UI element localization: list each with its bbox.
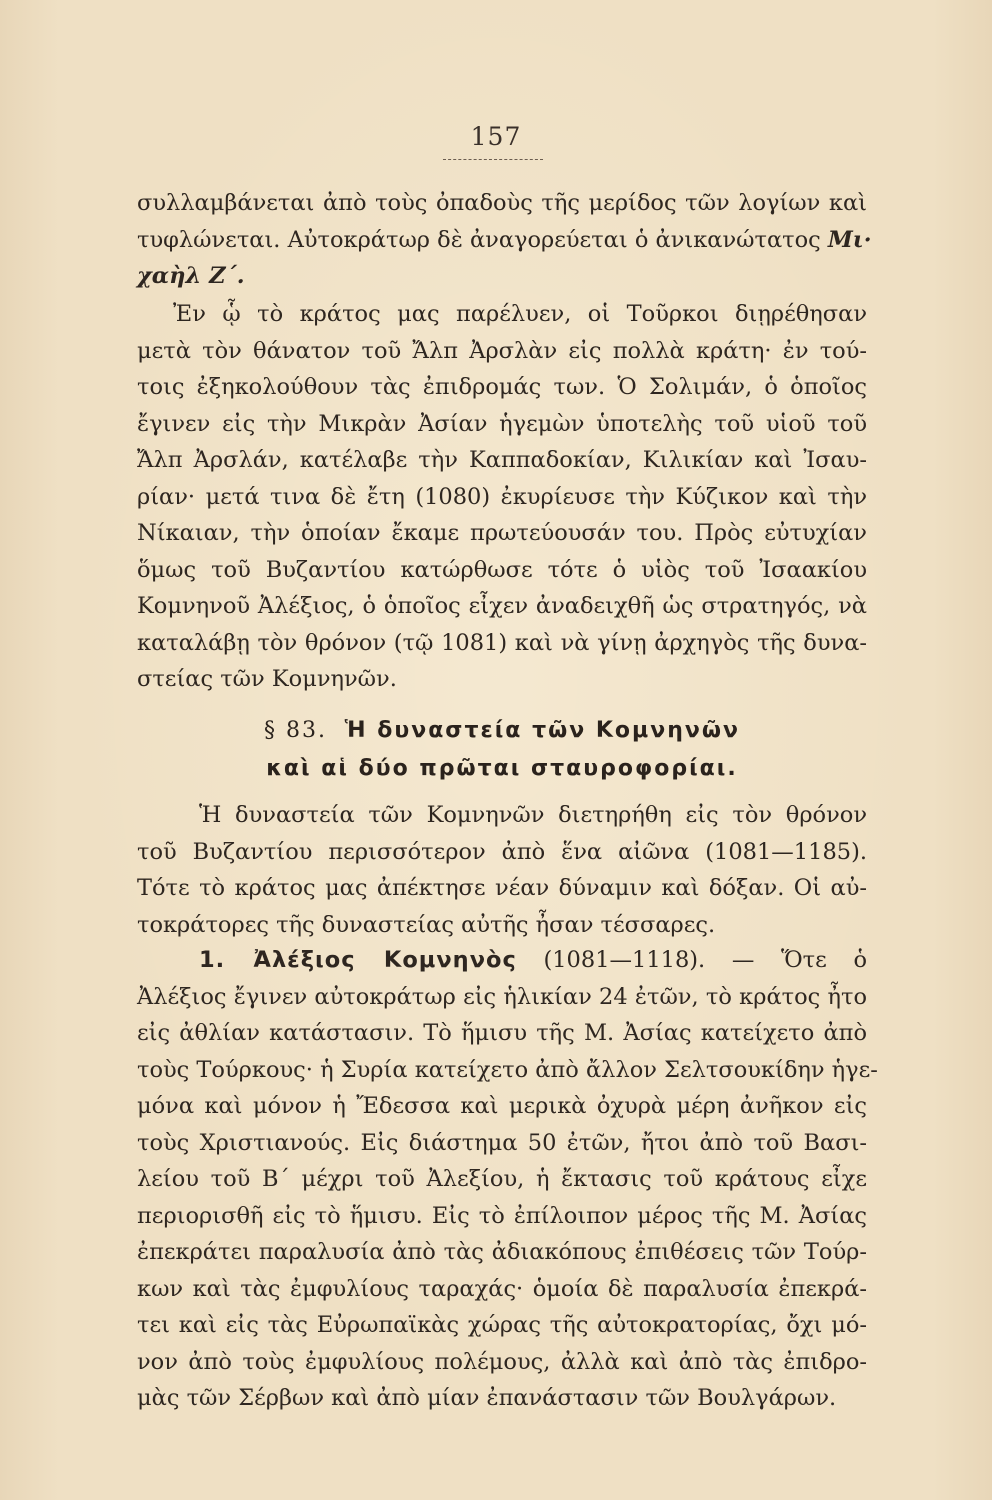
text-line: Ἄλπ Ἀρσλάν, κατέλαβε τὴν Καππαδοκίαν, Κιλικίαν καὶ Ἰσαυ- bbox=[137, 447, 867, 473]
text-line: μὰς τῶν Σέρβων καὶ ἀπὸ μίαν ἐπανάστασιν τῶν Βουλγάρων. bbox=[137, 1385, 837, 1411]
text-line: τοὺς Τούρκους· ἡ Συρία κατείχετο ἀπὸ ἄλλον Σελτσουκίδην ἡγε- bbox=[137, 1056, 878, 1083]
page-number: 157 bbox=[470, 122, 522, 151]
text-line: λείου τοῦ Β΄ μέχρι τοῦ Ἀλεξίου, ἡ ἔκτασις τοῦ κράτους εἶχε bbox=[137, 1166, 867, 1192]
section-heading-line-1 bbox=[137, 712, 867, 750]
text-line: μετὰ τὸν θάνατον τοῦ Ἄλπ Ἀρσλὰν εἰς πολλὰ κράτη· ἐν τού- bbox=[137, 337, 867, 364]
text-line: ἔγινεν εἰς τὴν Μικρὰν Ἀσίαν ἡγεμὼν ὑποτελὴς τοῦ υἱοῦ τοῦ bbox=[137, 410, 867, 437]
paragraph-2 bbox=[137, 296, 867, 698]
text-line bbox=[137, 942, 867, 979]
text-line: ρίαν· μετά τινα δὲ ἔτη (1080) ἐκυρίευσε τὴν Κύζικον καὶ τὴν bbox=[137, 483, 867, 510]
text-line: τοκράτορες τῆς δυναστείας αὐτῆς ἦσαν τέσσαρες. bbox=[137, 911, 716, 938]
text-line: εἰς ἀθλίαν κατάστασιν. Τὸ ἥμισυ τῆς Μ. Ἀσίας κατείχετο ἀπὸ bbox=[137, 1020, 867, 1046]
text-line: Ἐν ᾧ τὸ κράτος μας παρέλυεν, οἱ Τοῦρκοι διῃρέθησαν bbox=[173, 301, 867, 327]
paragraph-1 bbox=[137, 185, 872, 295]
text-line: περιορισθῆ εἰς τὸ ἥμισυ. Εἰς τὸ ἐπίλοιπον μέρος τῆς Μ. Ἀσίας bbox=[137, 1202, 867, 1229]
text-line: μόνα καὶ μόνον ἡ Ἔδεσσα καὶ μερικὰ ὀχυρὰ μέρη ἀνῆκον εἰς bbox=[137, 1093, 867, 1119]
text-line: κων καὶ τὰς ἐμφυλίους ταραχάς· ὁμοία δὲ παραλυσία ἐπεκρά- bbox=[137, 1275, 867, 1302]
text-line: τοῦ Βυζαντίου περισσότερον ἀπὸ ἕνα αἰῶνα (1081—1185). bbox=[137, 838, 867, 865]
subsection-label: 1. Ἀλέξιος Κομνηνὸς bbox=[199, 947, 517, 973]
text-segment: (1081—1118). — Ὅτε ὁ bbox=[543, 947, 867, 973]
text-line: τει καὶ εἰς τὰς Εὐρωπαϊκὰς χώρας τῆς αὐτοκρατορίας, ὄχι μό- bbox=[137, 1312, 867, 1338]
text-line: Ἀλέξιος ἔγινεν αὐτοκράτωρ εἰς ἡλικίαν 24 ἐτῶν, τὸ κράτος ἦτο bbox=[137, 983, 867, 1010]
text-segment: τυφλώνεται. Αὐτοκράτωρ δὲ ἀναγορεύεται ὁ ἀνικανώτατος bbox=[137, 226, 821, 253]
section-heading bbox=[137, 712, 867, 788]
text-line: τοὺς Χριστιανούς. Εἰς διάστημα 50 ἐτῶν, ἤτοι ἀπὸ τοῦ Βασι- bbox=[137, 1129, 867, 1156]
text-line: ὅμως τοῦ Βυζαντίου κατώρθωσε τότε ὁ υἱὸς τοῦ Ἰσαακίου bbox=[137, 556, 867, 583]
paragraph-3 bbox=[137, 797, 867, 943]
text-line: νον ἀπὸ τοὺς ἐμφυλίους πολέμους, ἀλλὰ καὶ ἀπὸ τὰς ἐπιδρο- bbox=[137, 1348, 867, 1375]
text-line: στείας τῶν Κομνηνῶν. bbox=[137, 666, 397, 692]
page-number-underline bbox=[443, 159, 543, 160]
emperor-name-fragment: Μι· bbox=[827, 226, 872, 253]
section-heading-line-2: καὶ αἱ δύο πρῶται σταυροφορίαι. bbox=[266, 756, 738, 781]
text-line: Ἡ δυναστεία τῶν Κομνηνῶν διετηρήθη εἰς τὸν θρόνον bbox=[199, 802, 867, 828]
text-line: ἐπεκράτει παραλυσία ἀπὸ τὰς ἀδιακόπους ἐπιθέσεις τῶν Τούρ- bbox=[137, 1239, 867, 1265]
text-line: Νίκαιαν, τὴν ὁποίαν ἔκαμε πρωτεύουσάν του. Πρὸς εὐτυχίαν bbox=[137, 520, 867, 546]
text-line: χαὴλ Ζ΄. bbox=[137, 263, 245, 289]
section-number: § 83. bbox=[264, 718, 327, 743]
text-line: καταλάβῃ τὸν θρόνον (τῷ 1081) καὶ νὰ γίνῃ ἀρχηγὸς τῆς δυνα- bbox=[137, 629, 867, 656]
text-line bbox=[137, 222, 872, 259]
paragraph-4 bbox=[137, 942, 878, 1417]
text-line: συλλαμβάνεται ἀπὸ τοὺς ὀπαδοὺς τῆς μερίδος τῶν λογίων καὶ bbox=[137, 190, 867, 216]
text-line: Τότε τὸ κράτος μας ἀπέκτησε νέαν δύναμιν καὶ δόξαν. Οἱ αὐ- bbox=[137, 875, 867, 901]
text-line: Κομνηνοῦ Ἀλέξιος, ὁ ὁποῖος εἶχεν ἀναδειχθῆ ὡς στρατηγός, νὰ bbox=[137, 593, 867, 619]
text-line: τοις ἐξηκολούθουν τὰς ἐπιδρομάς των. Ὁ Σολιμάν, ὁ ὁποῖος bbox=[137, 374, 867, 400]
section-title: Ἡ δυναστεία τῶν Κομνηνῶν bbox=[344, 718, 740, 743]
